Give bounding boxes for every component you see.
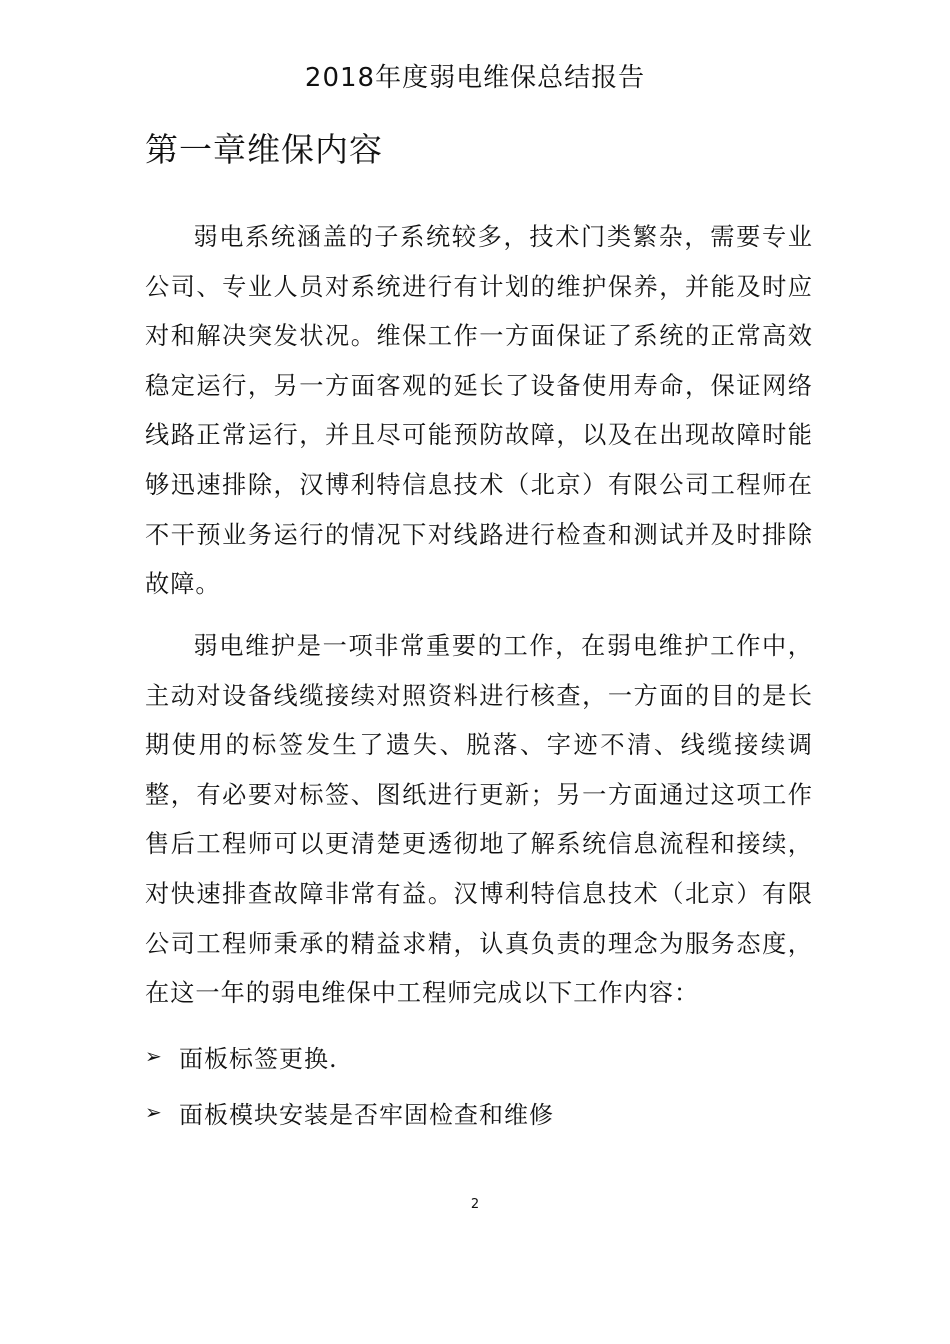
- document-title: 2018年度弱电维保总结报告: [304, 63, 646, 93]
- arrow-bullet-icon: ➢: [145, 1100, 163, 1124]
- list-item-text: 面板标签更换.: [179, 1044, 338, 1073]
- chapter-heading: 第一章维保内容: [145, 130, 383, 169]
- arrow-bullet-icon: ➢: [145, 1044, 163, 1068]
- bullet-list: [145, 1028, 813, 1140]
- page-number: 2: [470, 1197, 480, 1212]
- list-item: [145, 1084, 813, 1140]
- paragraph: 弱电系统涵盖的子系统较多，技术门类繁杂，需要专业公司、专业人员对系统进行有计划的维护保养，并能及时应对和解决突发状况。维保工作一方面保证了系统的正常高效稳定运行，另一方面客观的延长了设备使用寿命，保证网络线路正常运行，并且尽可能预防故障，以及在出现故障时能够迅速排除，汉博利特信息技术（北京）有限公司工程师在不干预业务运行的情况下对线路进行检查和测试并及时排除故障。: [145, 223, 813, 599]
- list-item-text: 面板模块安装是否牢固检查和维修: [179, 1100, 554, 1129]
- paragraph: 弱电维护是一项非常重要的工作，在弱电维护工作中，主动对设备线缆接续对照资料进行核查，一方面的目的是长期使用的标签发生了遗失、脱落、字迹不清、线缆接续调整，有必要对标签、图纸进行更新；另一方面通过这项工作售后工程师可以更清楚更透彻地了解系统信息流程和接续，对快速排查故障非常有益。汉博利特信息技术（北京）有限公司工程师秉承的精益求精，认真负责的理念为服务态度，在这一年的弱电维保中工程师完成以下工作内容：: [145, 632, 813, 1008]
- list-item: [145, 1028, 813, 1084]
